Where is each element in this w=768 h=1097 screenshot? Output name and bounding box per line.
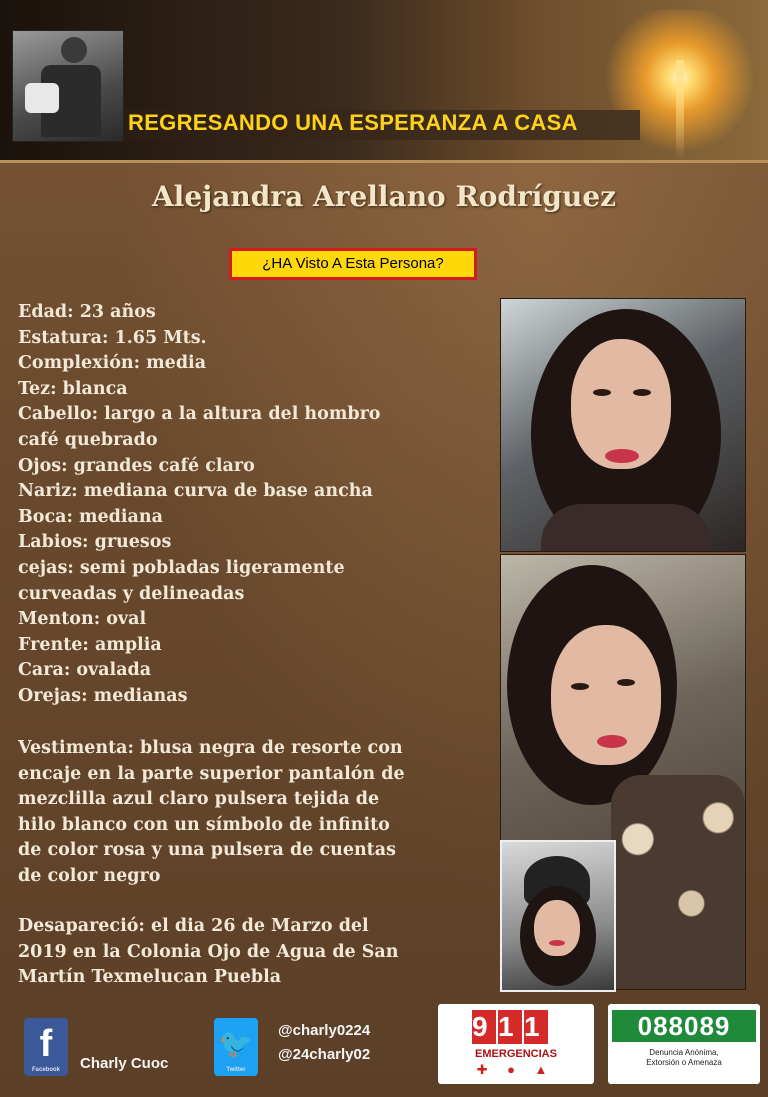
detail-line: Cabello: largo a la altura del hombro: [18, 404, 381, 425]
anonymous-label-line: Denuncia Anónima,: [649, 1048, 719, 1057]
figure-bag: [25, 83, 59, 113]
detail-line: Frente: amplia: [18, 634, 162, 655]
figure-head: [61, 37, 87, 63]
tagline: REGRESANDO UNA ESPERANZA A CASA: [128, 110, 578, 135]
emergency-label: EMERGENCIAS: [475, 1048, 557, 1060]
person-photo-3: [500, 840, 616, 992]
twitter-caption: Twitter: [226, 1067, 246, 1073]
sun-beam-graphic: [676, 60, 684, 160]
top: [541, 504, 711, 552]
detail-line: Tez: blanca: [18, 378, 128, 399]
emergency-911-card: [438, 1004, 594, 1084]
disappearance-line: 2019 en la Colonia Ojo de Agua de San: [18, 941, 399, 962]
facebook-icon: f Facebook: [24, 1018, 68, 1076]
clothing-line: Vestimenta: blusa negra de resorte con: [18, 738, 403, 758]
emergency-symbols-icon: ✚ ● ▲: [476, 1062, 556, 1077]
digit: 1: [498, 1011, 524, 1042]
clothing-description: [18, 736, 498, 890]
clothing-line: mezclilla azul claro pulsera tejida de: [18, 789, 380, 810]
anonymous-label: [608, 1048, 760, 1068]
disappearance-line: Desapareció: el dia 26 de Marzo del: [18, 916, 369, 936]
detail-line: Estatura: 1.65 Mts.: [18, 327, 207, 348]
detail-line: Edad: 23 años: [18, 302, 156, 322]
lips: [549, 940, 565, 946]
eye: [593, 389, 611, 396]
twitter-handle: @24charly02: [278, 1046, 371, 1063]
detail-line: curveadas y delineadas: [18, 583, 245, 604]
header-banner: [0, 0, 768, 163]
eye: [633, 389, 651, 396]
person-photo-1: [500, 298, 746, 552]
emergency-digits: [472, 1010, 550, 1044]
eye: [571, 683, 589, 690]
digit: 1: [524, 1011, 550, 1042]
anonymous-number: 088089: [612, 1010, 756, 1042]
clothing-line: de color rosa y una pulsera de cuentas: [18, 840, 396, 861]
lips: [597, 735, 627, 748]
clothing-line: encaje en la parte superior pantalón de: [18, 763, 405, 784]
disappearance-info: [18, 914, 498, 991]
clothing-line: de color negro: [18, 865, 161, 886]
detail-line: Nariz: mediana curva de base ancha: [18, 481, 373, 502]
digit: 9: [472, 1011, 498, 1042]
detail-line: Orejas: medianas: [18, 685, 188, 706]
eye: [617, 679, 635, 686]
disappearance-line: Martín Texmelucan Puebla: [18, 967, 282, 988]
anonymous-report-card: [608, 1004, 760, 1084]
walking-person-photo: [12, 30, 124, 142]
person-name: Alejandra Arellano Rodríguez: [151, 180, 617, 213]
detail-line: Complexión: media: [18, 353, 207, 374]
alert-box: ¿HA Visto A Esta Persona?: [229, 248, 477, 280]
clothing-line: hilo blanco con un símbolo de infinito: [18, 814, 390, 835]
face: [534, 900, 580, 956]
floral-top: [611, 775, 745, 989]
twitter-handle: @charly0224: [278, 1022, 371, 1039]
facebook-name: Charly Cuoc: [80, 1055, 169, 1072]
detail-line: Ojos: grandes café claro: [18, 455, 255, 476]
detail-line: cejas: semi pobladas ligeramente: [18, 557, 345, 578]
detail-line: café quebrado: [18, 429, 158, 450]
lips: [605, 449, 639, 463]
twitter-icon: 🐦 Twitter: [214, 1018, 258, 1076]
facebook-caption: Facebook: [31, 1067, 60, 1073]
detail-line: Boca: mediana: [18, 506, 163, 527]
anonymous-label-line: Extorsión o Amenaza: [646, 1058, 722, 1067]
detail-line: Cara: ovalada: [18, 660, 152, 681]
physical-details: [18, 300, 498, 710]
detail-line: Labios: gruesos: [18, 532, 172, 553]
detail-line: Menton: oval: [18, 609, 147, 630]
